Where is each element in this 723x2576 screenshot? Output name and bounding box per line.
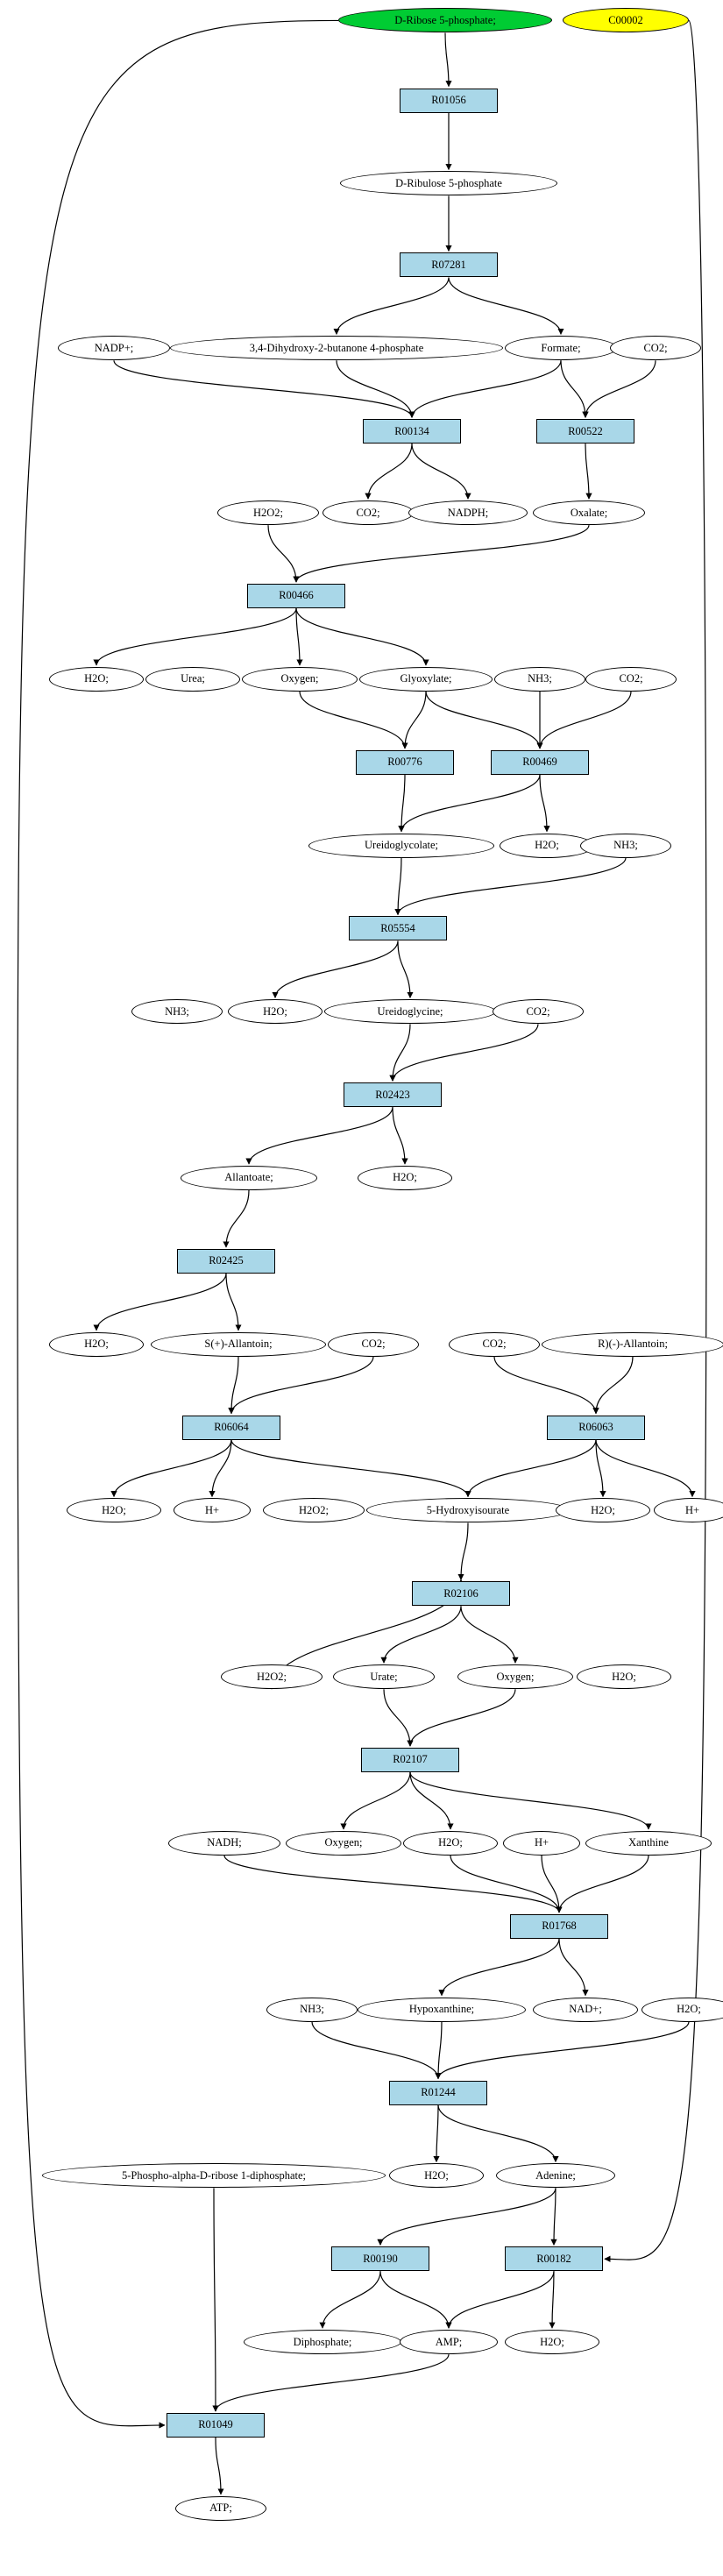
- edge-n60-n62: [442, 1939, 559, 1996]
- edge-n22-n24: [401, 775, 405, 832]
- edge-n49-n51: [384, 1606, 461, 1663]
- edge-n58-n60: [542, 1856, 559, 1912]
- compound-node-5-phospho-alpha-d-ribose-1-diphosphate[interactable]: 5-Phospho-alpha-D-ribose 1-diphosphate;: [42, 2163, 386, 2188]
- reaction-node-r01049[interactable]: R01049: [167, 2413, 265, 2438]
- compound-node-diphosphate[interactable]: Diphosphate;: [244, 2330, 401, 2354]
- compound-node-h2o[interactable]: H2O;: [500, 834, 594, 858]
- compound-node-urea[interactable]: Urea;: [145, 667, 240, 692]
- compound-node-co2[interactable]: CO2;: [323, 500, 414, 525]
- compound-node-ureidoglycolate[interactable]: Ureidoglycolate;: [308, 834, 494, 858]
- edge-n65-n68: [438, 2105, 556, 2162]
- edge-n41-n46: [231, 1440, 468, 1497]
- edge-n54-n59: [410, 1772, 649, 1829]
- compound-node-glyoxylate[interactable]: Glyoxylate;: [359, 667, 493, 692]
- compound-node-h2o[interactable]: H2O;: [228, 999, 323, 1024]
- edge-n70-n72: [449, 2271, 554, 2328]
- reaction-node-r06063[interactable]: R06063: [547, 1416, 645, 1440]
- compound-node-adenine[interactable]: Adenine;: [496, 2163, 615, 2188]
- edge-n5-n9: [114, 360, 412, 417]
- edge-n7-n9: [412, 360, 561, 417]
- edge-n37-n41: [231, 1357, 238, 1414]
- compound-node-allantoate[interactable]: Allantoate;: [181, 1166, 317, 1190]
- compound-node-hypoxanthine[interactable]: Hypoxanthine;: [358, 1998, 526, 2022]
- compound-node-5-hydroxyisourate[interactable]: 5-Hydroxyisourate: [366, 1498, 570, 1522]
- edge-n23-n24: [401, 775, 540, 832]
- edge-n0-n74: [18, 20, 338, 2425]
- edge-n54-n57: [410, 1772, 450, 1829]
- compound-node-h2o[interactable]: H2O;: [389, 2163, 484, 2188]
- compound-node-co2[interactable]: CO2;: [610, 336, 701, 360]
- edge-n4-n6: [337, 277, 449, 334]
- edge-n69-n72: [380, 2271, 449, 2328]
- compound-node-3-4-dihydroxy-2-butanone-4-phosphate[interactable]: 3,4-Dihydroxy-2-butanone 4-phosphate: [170, 336, 503, 360]
- edge-n33-n35: [226, 1190, 249, 1247]
- compound-node-c00002[interactable]: C00002: [563, 8, 689, 32]
- compound-node-ureidoglycine[interactable]: Ureidoglycine;: [324, 999, 496, 1024]
- edge-n14-n15: [296, 525, 589, 582]
- compound-node-h2o[interactable]: H2O;: [505, 2330, 599, 2354]
- edge-n0-n2: [445, 32, 449, 86]
- compound-node-oxygen[interactable]: Oxygen;: [242, 667, 358, 692]
- compound-node-atp[interactable]: ATP;: [175, 2496, 266, 2521]
- reaction-node-r02425[interactable]: R02425: [177, 1249, 275, 1274]
- edge-n18-n22: [300, 692, 405, 749]
- edge-n27-n29: [275, 940, 398, 997]
- compound-node-co2[interactable]: CO2;: [585, 667, 677, 692]
- compound-node-h[interactable]: H+: [654, 1498, 723, 1522]
- edge-n32-n33: [249, 1107, 393, 1164]
- compound-node-nadp[interactable]: NADP+;: [58, 336, 170, 360]
- compound-node-co2[interactable]: CO2;: [493, 999, 584, 1024]
- compound-node-s-allantoin[interactable]: S(+)-Allantoin;: [151, 1332, 326, 1357]
- edge-n74-n75: [216, 2438, 221, 2494]
- reaction-node-r00466[interactable]: R00466: [247, 584, 345, 608]
- edge-n15-n16: [96, 608, 296, 665]
- edge-n52-n54: [410, 1689, 515, 1746]
- edge-n11-n15: [268, 525, 296, 582]
- edge-n59-n60: [559, 1856, 649, 1912]
- edge-n42-n47: [596, 1440, 603, 1497]
- edge-n9-n13: [412, 444, 468, 499]
- edge-n46-n49: [461, 1522, 468, 1579]
- edge-n26-n27: [398, 858, 626, 915]
- edge-n62-n65: [438, 2022, 442, 2079]
- edge-n72-n74: [216, 2354, 449, 2411]
- reaction-node-r00182[interactable]: R00182: [505, 2246, 603, 2271]
- edge-n21-n23: [540, 692, 631, 749]
- compound-node-h2o2[interactable]: H2O2;: [221, 1664, 323, 1689]
- edge-n30-n32: [393, 1024, 410, 1081]
- compound-node-h2o[interactable]: H2O;: [358, 1166, 452, 1190]
- compound-node-h2o[interactable]: H2O;: [403, 1831, 498, 1856]
- reaction-node-r00469[interactable]: R00469: [491, 750, 589, 775]
- compound-node-nh3[interactable]: NH3;: [494, 667, 585, 692]
- compound-node-h2o[interactable]: H2O;: [577, 1664, 671, 1689]
- edge-n64-n65: [438, 2022, 689, 2079]
- edge-n4-n7: [449, 277, 561, 334]
- compound-node-h[interactable]: H+: [174, 1498, 251, 1522]
- compound-node-formate[interactable]: Formate;: [505, 336, 617, 360]
- reaction-node-r00522[interactable]: R00522: [536, 419, 634, 444]
- edge-n35-n37: [226, 1274, 238, 1331]
- compound-node-d-ribulose-5-phosphate[interactable]: D-Ribulose 5-phosphate: [340, 171, 557, 195]
- edge-n57-n60: [450, 1856, 559, 1912]
- edge-n69-n71: [323, 2271, 380, 2328]
- edge-n51-n54: [384, 1689, 410, 1746]
- reaction-node-r06064[interactable]: R06064: [182, 1416, 280, 1440]
- compound-node-h2o[interactable]: H2O;: [641, 1998, 723, 2022]
- compound-node-urate[interactable]: Urate;: [333, 1664, 435, 1689]
- compound-node-amp[interactable]: AMP;: [400, 2330, 498, 2354]
- edge-n68-n69: [380, 2188, 556, 2245]
- edge-n49-n52: [461, 1606, 515, 1663]
- reaction-node-r01244[interactable]: R01244: [389, 2081, 487, 2105]
- compound-node-oxalate[interactable]: Oxalate;: [533, 500, 645, 525]
- compound-node-oxygen[interactable]: Oxygen;: [286, 1831, 401, 1856]
- edge-n10-n14: [585, 444, 589, 499]
- compound-node-h[interactable]: H+: [503, 1831, 580, 1856]
- compound-node-co2[interactable]: CO2;: [328, 1332, 419, 1357]
- compound-node-h2o[interactable]: H2O;: [49, 667, 144, 692]
- edge-n31-n32: [393, 1024, 538, 1081]
- reaction-node-r02423[interactable]: R02423: [344, 1082, 442, 1107]
- edge-n66-n74: [214, 2188, 216, 2411]
- compound-node-nh3[interactable]: NH3;: [131, 999, 223, 1024]
- edge-n68-n70: [554, 2188, 556, 2245]
- reaction-node-r02107[interactable]: R02107: [361, 1748, 459, 1772]
- edge-n19-n23: [426, 692, 540, 749]
- edge-n35-n36: [96, 1274, 226, 1331]
- compound-node-nh3[interactable]: NH3;: [266, 1998, 358, 2022]
- compound-node-h2o[interactable]: H2O;: [67, 1498, 161, 1522]
- edge-n70-n73: [552, 2271, 554, 2328]
- edge-n41-n44: [212, 1440, 231, 1497]
- reaction-node-r01056[interactable]: R01056: [400, 89, 498, 113]
- edge-n27-n30: [398, 940, 410, 997]
- compound-node-nh3[interactable]: NH3;: [580, 834, 671, 858]
- reaction-node-r07281[interactable]: R07281: [400, 252, 498, 277]
- compound-node-co2[interactable]: CO2;: [449, 1332, 540, 1357]
- compound-node-nad[interactable]: NAD+;: [533, 1998, 638, 2022]
- edge-n54-n56: [344, 1772, 410, 1829]
- edge-n32-n34: [393, 1107, 405, 1164]
- reaction-node-r05554[interactable]: R05554: [349, 916, 447, 940]
- edge-n6-n9: [337, 360, 412, 417]
- edge-n7-n10: [561, 360, 585, 417]
- edge-n40-n42: [596, 1357, 633, 1414]
- reaction-node-r00134[interactable]: R00134: [363, 419, 461, 444]
- edge-n23-n25: [540, 775, 547, 832]
- compound-node-xanthine[interactable]: Xanthine: [585, 1831, 712, 1856]
- compound-node-h2o[interactable]: H2O;: [49, 1332, 144, 1357]
- compound-node-d-ribose-5-phosphate[interactable]: D-Ribose 5-phosphate;: [338, 8, 552, 32]
- edge-n65-n67: [436, 2105, 438, 2162]
- edge-n24-n27: [398, 858, 401, 915]
- compound-node-nadh[interactable]: NADH;: [168, 1831, 280, 1856]
- edge-n42-n46: [468, 1440, 596, 1497]
- edge-n41-n43: [114, 1440, 231, 1497]
- compound-node-r-allantoin[interactable]: R)(-)-Allantoin;: [542, 1332, 723, 1357]
- reaction-node-r02106[interactable]: R02106: [412, 1581, 510, 1606]
- edge-n19-n22: [405, 692, 426, 749]
- edge-n9-n12: [368, 444, 412, 499]
- edge-n42-n48: [596, 1440, 692, 1497]
- compound-node-h2o2[interactable]: H2O2;: [217, 500, 319, 525]
- compound-node-oxygen[interactable]: Oxygen;: [457, 1664, 573, 1689]
- edge-n38-n41: [231, 1357, 373, 1414]
- compound-node-nadph[interactable]: NADPH;: [408, 500, 528, 525]
- edge-n60-n63: [559, 1939, 585, 1996]
- compound-node-h2o[interactable]: H2O;: [556, 1498, 650, 1522]
- edge-n55-n60: [224, 1856, 559, 1912]
- reaction-node-r00776[interactable]: R00776: [356, 750, 454, 775]
- reaction-node-r00190[interactable]: R00190: [331, 2246, 429, 2271]
- edge-n15-n18: [296, 608, 300, 665]
- edge-n15-n19: [296, 608, 426, 665]
- edge-n61-n65: [312, 2022, 438, 2079]
- reaction-node-r01768[interactable]: R01768: [510, 1914, 608, 1939]
- compound-node-h2o2[interactable]: H2O2;: [263, 1498, 365, 1522]
- edge-n8-n10: [585, 360, 656, 417]
- edge-n39-n42: [494, 1357, 596, 1414]
